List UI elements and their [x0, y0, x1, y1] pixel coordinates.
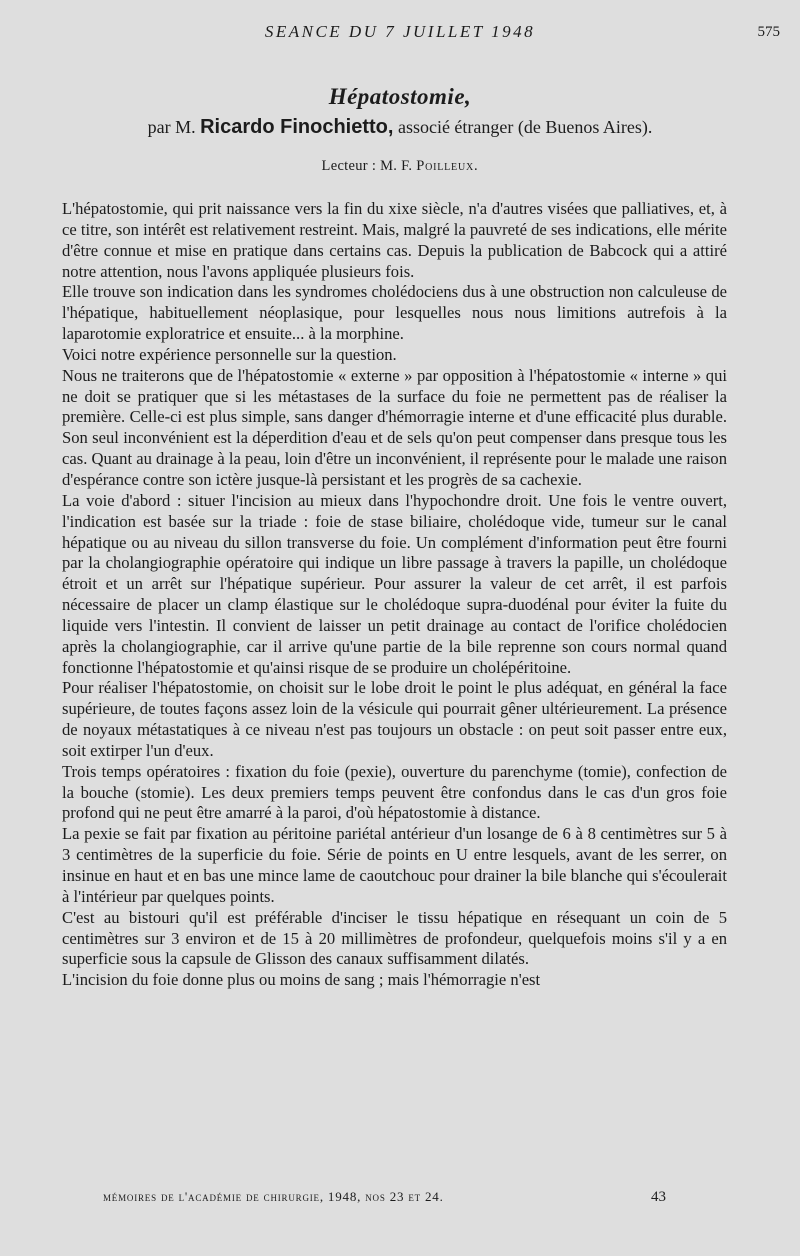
folio-number: 43	[651, 1189, 666, 1205]
paragraph: Pour réaliser l'hépatostomie, on choisit sur le lobe droit le point le plus adéquat, en général la face supérieure, de toutes façons assez loin de la vésicule qui pourrait gêner ultérieurement. La présence de noyaux métastatiques à ce niveau n'est pas toujours un obstacle : on peut soit passer entre eux, soit extirper l'un d'eux.	[62, 678, 727, 760]
page-number: 575	[757, 24, 780, 40]
journal-citation-text: mémoires de l'académie de chirurgie, 1948, nos 23 et 24.	[103, 1189, 444, 1204]
byline	[0, 116, 800, 139]
article-title: Hépatostomie,	[328, 84, 472, 109]
paragraph: L'incision du foie donne plus ou moins de sang ; mais l'hémorragie n'est	[62, 970, 541, 990]
reader-line	[0, 158, 800, 175]
paragraph: Trois temps opératoires : fixation du foie (pexie), ouverture du parenchyme (tomie), confection de la bouche (stomie). Les deux premiers temps peuvent être confondus dans le cas d'un gros foie profond qui ne peut être amarré à la paroi, d'où hépatostomie à distance.	[62, 761, 727, 823]
byline-prefix: par M.	[147, 117, 196, 137]
paragraph: La voie d'abord : situer l'incision au mieux dans l'hypochondre droit. Une fois le ventre ouvert, l'indication est basée sur la triade : foie de stase biliaire, cholédoque vide, tumeur sur le canal hépatique ou au niveau du sillon transverse du foie. Un complément d'information peut être fourni par la cholangiographie opératoire qui indique un libre passage à travers la papille, un cholédoque étroit et un arrêt sur l'hépatique supérieur. Pour assurer la valeur de cet arrêt, il est parfois nécessaire de placer un clamp élastique sur le cholédoque supra-duodénal pour éviter la fuite du liquide vers l'intestin. Il convient de laisser un petit drainage au contact de l'orifice cholédocien après la cholangiographie, car il arrive qu'une partie de la bile reprenne son cours normal quand fonctionne l'hépatostomie et qu'ainsi risque de se produire un cholépéritoine.	[62, 490, 727, 677]
paragraph: L'hépatostomie, qui prit naissance vers la fin du xixe siècle, n'a d'autres visées que palliatives, et, à ce titre, son intérêt est relativement restreint. Mais, malgré la pauvreté de ses indications, elle mérite d'être connue et mise en pratique dans certains cas. Depuis la publication de Babcock qui a attiré notre attention, nous l'avons appliquée plusieurs fois.	[62, 199, 727, 281]
running-title: SEANCE DU 7 JUILLET 1948	[264, 22, 536, 41]
page-footer	[0, 1189, 800, 1211]
paragraph: C'est au bistouri qu'il est préférable d'inciser le tissu hépatique en résequant un coin de 5 centimètres sur 3 environ et de 15 à 20 millimètres de profondeur, quelquefois moins s'il y a en superficie sous la capsule de Glisson des canaux suffisamment dilatés.	[62, 907, 727, 969]
article-body	[62, 199, 727, 991]
paragraph: Nous ne traiterons que de l'hépatostomie « externe » par opposition à l'hépatostomie « interne » qui ne doit se pratiquer que si les métastases de la surface du foie ne permettent pas de réaliser la première. Celle-ci est plus simple, sans danger d'hémorragie interne et d'une efficacité plus durable. Son seul inconvénient est la déperdition d'eau et de sels qu'on peut compenser dans presque tous les cas. Quant au drainage à la peau, loin d'être un inconvénient, il représente pour le malade une raison d'espérance contre son ictère jusque-là persistant et les progrès de sa cachexie.	[62, 365, 727, 489]
running-head	[0, 22, 800, 46]
paragraph: Elle trouve son indication dans les syndromes cholédociens dus à une obstruction non calculeuse de l'hépatique, habituellement néoplasique, pour lesquelles nous nous limitions autrefois à la laparotomie exploratrice et ensuite... à la morphine.	[62, 282, 727, 344]
paragraph: Voici notre expérience personnelle sur la question.	[62, 344, 397, 364]
reader-name: Poilleux.	[416, 158, 479, 174]
author-name: Ricardo Finochietto,	[200, 116, 394, 138]
journal-citation	[103, 1189, 444, 1206]
reader-label: Lecteur : M. F.	[321, 158, 413, 174]
byline-affiliation: associé étranger (de Buenos Aires).	[397, 117, 653, 137]
paragraph: La pexie se fait par fixation au péritoine pariétal antérieur d'un losange de 6 à 8 centimètres sur 5 à 3 centimètres de la superficie du foie. Série de points en U entre lesquels, avant de les serrer, on insinue en haut et en bas une mince lame de caoutchouc pour drainer la bile blanche qui s'écoulerait à l'intérieur par quelques points.	[62, 824, 727, 906]
